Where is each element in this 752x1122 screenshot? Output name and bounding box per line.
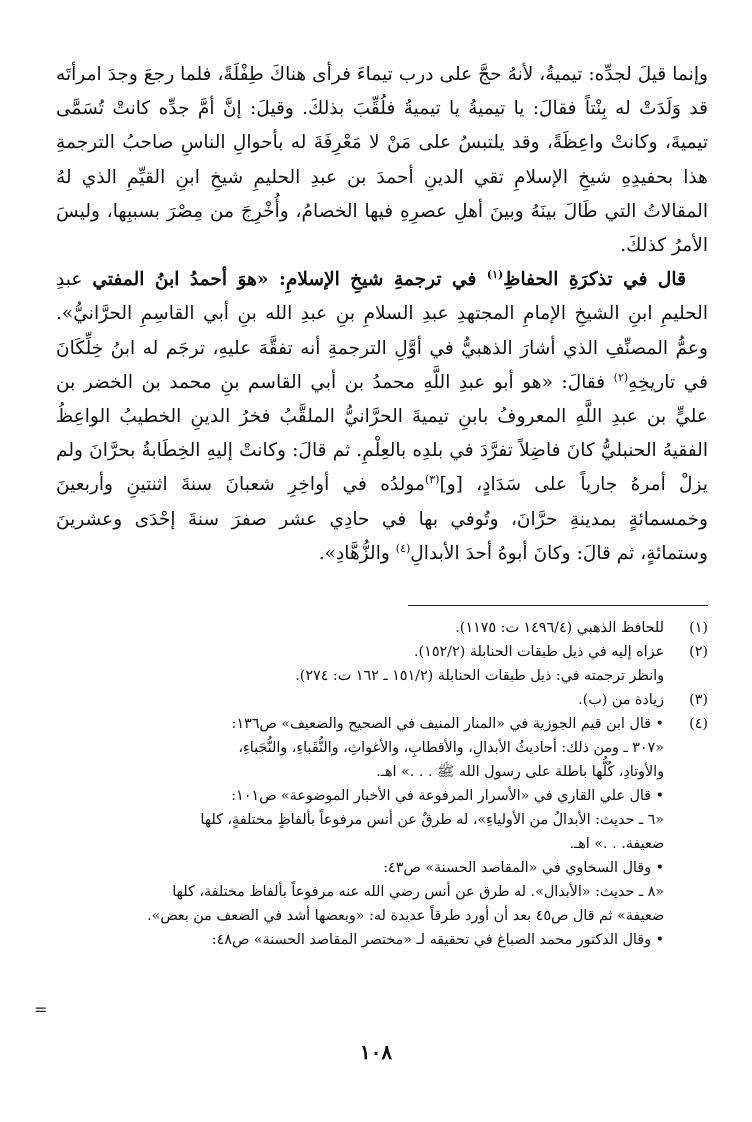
footnote-body [56,712,664,952]
page-number: ١٠٨ [359,1040,393,1064]
p2-line: والزُّهَّادِ». [318,542,396,564]
footnote-line: «٦ ـ حديث: الأبدالُ من الأولياءِ»، له طرقٌ عن أنس مرفوعاً بألفاظٍ مختلفةٍ، كلها [200,812,664,829]
p2-line: الحرَّانيُّ». وعمُّ المصنِّفِ الذي أشارَ الذهبيُّ في أوَّلِ الترجمةِ أنه تفقَّهَ عليهِ، ترجَم له [56,303,708,359]
page-content [56,58,708,952]
p2-line: فخرُ الدينِ الخطيبُ الواعِظُ الفقيهُ الحنبليُّ كانَ فاضِلاً تفرَّدَ في بلدِه بالعِلْمِ. ثم قالَ: [56,406,708,462]
p1-line: وإنما قيلَ لجدِّه: تيميةُ، لأنهُ حجَّ على درب تيماءَ فرأى هناكَ طِفْلَةً، فلما [180,64,708,85]
p2-line: وكانتْ إليهِ الخِطَابةُ بحرَّانَ ولم يزلْ أمرهُ جارياً على سَدَادٍ، [و] [56,440,708,496]
footnote-number: (٣) [689,692,708,709]
main-text [56,58,708,571]
footnote-line: • وقال السخاوي في «المقاصد الحسنة» ص٤٣: [383,860,664,877]
footnote-2 [56,640,708,688]
footnote-ref-3: (٣) [424,473,440,487]
footnote-number: (١) [689,620,708,637]
footnote-line: • قال ابن قيم الجوزية في «المنار المنيف في الصحيح والضعيف» ص١٣٦: [231,716,664,733]
footnote-line: «٣٠٧ ـ ومن ذلك: أحاديثُ الأبدالِ، والأقطابِ، والأغواثِ، والنُّقَباءِ، والنُّجَباءِ، [238,740,664,757]
footnote-line: «٨ ـ حديث: «الأبدال». له طرق عن أنس رضي الله عنه مرفوعاً بألفاظ مختلفة، كلها [172,884,664,901]
p2-line: فقالَ: «هو أبو عبدِ اللَّهِ محمدُ بن أبي القاسم بنِ [220,371,614,393]
p1-line: أمَّ جدِّه كانتْ تُسَمَّى تيميةَ، وكانتْ واعِظَةً، وقد يلتبسُ على مَنْ لا مَعْرِفَةَ له بأحوالِ [56,98,708,154]
p2-line: مولدُه في أواخِرِ [288,474,425,496]
footnote-line: والأوتادِ، كُلُّها باطلة على رسول الله ﷺ . . .» اهـ. [376,764,664,781]
footnote-body [56,688,664,712]
p1-line: وأُخْرِجَ من مِصْرَ بسببِها، وليسَ الأمرُ كذلكَ. [56,200,708,257]
footnotes [56,616,708,952]
p1-line: رجعَ وجدَ امرأتَه قد وَلَدَتْ له بِنْتاً فقالَ: يا تيميةُ يا تيميةُ فلُقِّبَ بذلكَ. وقيلَ: إنَّ [56,64,708,120]
footnote-ref-4: (٤) [395,541,411,555]
footnote-number: (٢) [689,644,708,661]
footnote-body [56,616,664,640]
p1-line: الناسِ صاحبُ الترجمةِ هذا بحفيدِهِ شيخِ الإسلامِ تقي الدينِ أحمدَ بن عبدِ الحليمِ [56,132,708,188]
footnote-ref-1: (١) [486,268,504,282]
footnote-line: ضعيفة. . .» اهـ. [569,836,664,853]
footnote-line: • وقال الدكتور محمد الصباغ في تحقيقه لـ «مختصر المقاصد الحسنة» ص٤٨: [211,932,664,949]
p2-line: محمد بن الخضر بن عليٍّ بن عبدِ اللَّهِ المعروفُ بابنِ تيميةَ الحرَّانيُّ الملقَّبُ [56,371,708,428]
p2-line: شعبانَ سنةَ اثنتينِ وأربعينَ وخمسمائةٍ بمدينةِ حرَّانَ، وتُوفي بها في حادِي عشر صفرَ [56,474,708,530]
footnote-line: وانظر ترجمته في: ذيل طبقات الحنابلة (١٥١/٢ ـ ١٦٢ ت: ٢٧٤). [295,668,664,685]
footnote-line: زيادة من (ب). [578,692,664,709]
footnote-line: للحافظ الذهبي (١٤٩٦/٤ ت: ١١٧٥). [455,620,664,637]
footnote-number: (٤) [689,716,708,733]
footnote-1 [56,616,708,640]
p2-line: عبدِ الحليمِ ابنِ الشيخِ الإمامِ المجتهدِ عبدِ السلامِ بنِ عبدِ الله بنِ أبي القاسِمِ [56,269,708,325]
paragraph-1 [56,58,708,263]
continuation-mark: = [34,1000,48,1019]
p2-line: في ترجمةِ شيخِ الإسلامِ: «هوَ أحمدُ ابنُ المفتي [92,269,487,291]
p1-line: شيخِ ابنِ القيِّمِ الذي لهُ المقالاتُ التي طَالَ بينَهُ وبينَ أهلِ عصرِهِ فيها الخصامُ، [56,166,708,222]
p2-line: سنةَ إحْدَى وعشرينَ وستمائةٍ، ثم قالَ: وكانَ أبوهُ أحدَ الأبدالِ [56,508,708,564]
footnote-3 [56,688,708,712]
p2-line: ابنُ خِلِّكَانَ في تاريخِهِ [56,337,708,393]
footnote-body [56,640,664,688]
footnote-divider [408,605,708,606]
p2-lead: قال في تذكرَةِ الحفاظِ [503,269,686,291]
footnote-line: ضعيفة» ثم قال ص٤٥ بعد أن أورد طرقاً عديدة له: «وبعضها أشد في الضعف من بعض». [147,908,664,925]
footnote-line: • قال علي القاري في «الأسرار المرفوعة في الأخبار الموضوعة» ص١٠١: [231,788,664,805]
paragraph-2 [56,263,708,571]
footnote-4 [56,712,708,952]
footnote-ref-2: (٢) [613,370,629,384]
footnote-line: عزاه إليه في ذيل طبقات الحنابلة (١٥٢/٢). [414,644,664,661]
